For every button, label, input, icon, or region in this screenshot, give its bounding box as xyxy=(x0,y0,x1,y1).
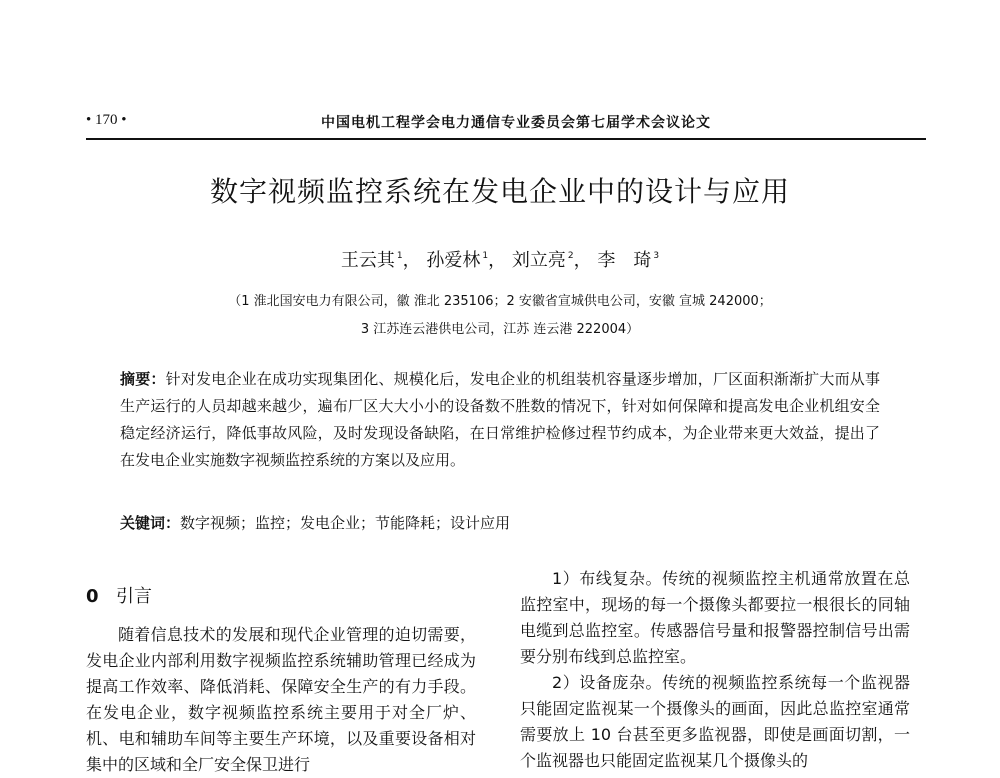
author-affiliation-mark: 3 xyxy=(653,251,660,261)
author-separator: ， xyxy=(573,250,592,271)
author-affiliation-mark: 2 xyxy=(567,251,574,261)
keywords-text: 数字视频；监控；发电企业；节能降耗；设计应用 xyxy=(180,514,511,532)
left-column xyxy=(86,622,476,778)
section-heading xyxy=(86,582,152,608)
page-number: • 170 • xyxy=(86,112,127,128)
author-name: 王云其 xyxy=(340,250,395,271)
author-list xyxy=(0,246,1000,272)
author-name: 刘立亮 xyxy=(511,250,566,271)
author-affiliation-mark: 1 xyxy=(396,251,403,261)
affiliation-line-1: （1 淮北国安电力有限公司，徽 淮北 235106；2 安徽省宣城供电公司，安徽 宣城 242000； xyxy=(228,294,772,309)
keywords-label: 关键词： xyxy=(120,514,181,532)
author-separator: ， xyxy=(488,250,507,271)
section-number: 0 xyxy=(86,586,99,607)
page-header xyxy=(86,112,926,136)
abstract-text: 针对发电企业在成功实现集团化、规模化后，发电企业的机组装机容量逐步增加，厂区面积渐渐扩大而从事生产运行的人员却越来越少，遍布厂区大大小小的设备数不胜数的情况下，针对如何保障和提高发电企业机组安全稳定经济运行，降低事故风险，及时发现设备缺陷，在日常维护检修过程节约成本，为企业带来更大效益，提出了在发电企业实施数字视频监控系统的方案以及应用。 xyxy=(120,370,880,469)
body-paragraph: 2）设备庞杂。传统的视频监控系统每一个监视器只能固定监视某一个摄像头的画面，因此总监控室通常需要放上 10 台甚至更多监视器，即使是画面切割，一个监视器也只能固定监视某几个摄像头的 xyxy=(520,673,910,770)
affiliation-line-2: 3 江苏连云港供电公司，江苏 连云港 222004） xyxy=(360,322,640,337)
body-paragraph: 随着信息技术的发展和现代企业管理的迫切需要，发电企业内部利用数字视频监控系统辅助管理已经成为提高工作效率、降低消耗、保障安全生产的有力手段。在发电企业，数字视频监控系统主要用于对全厂炉、机、电和辅助车间等主要生产环境，以及重要设备相对集中的区域和全厂安全保卫进行 xyxy=(86,625,476,774)
header-rule xyxy=(86,138,926,140)
author-separator: ， xyxy=(402,250,421,271)
body-paragraph: 1）布线复杂。传统的视频监控主机通常放置在总监控室中，现场的每一个摄像头都要拉一根很长的同轴电缆到总监控室。传感器信号量和报警器控制信号出需要分别布线到总监控室。 xyxy=(520,569,910,666)
author-affiliation-mark: 1 xyxy=(482,251,489,261)
author-name: 李 琦 xyxy=(597,250,652,271)
right-column xyxy=(520,566,910,774)
section-title: 引言 xyxy=(116,586,152,607)
paper-title: 数字视频监控系统在发电企业中的设计与应用 xyxy=(209,175,790,208)
author-name: 孙爱林 xyxy=(426,250,481,271)
abstract-label: 摘要： xyxy=(120,370,166,388)
abstract xyxy=(120,366,880,474)
keywords xyxy=(120,512,880,533)
running-title: 中国电机工程学会电力通信专业委员会第七届学术会议论文 xyxy=(321,115,711,131)
